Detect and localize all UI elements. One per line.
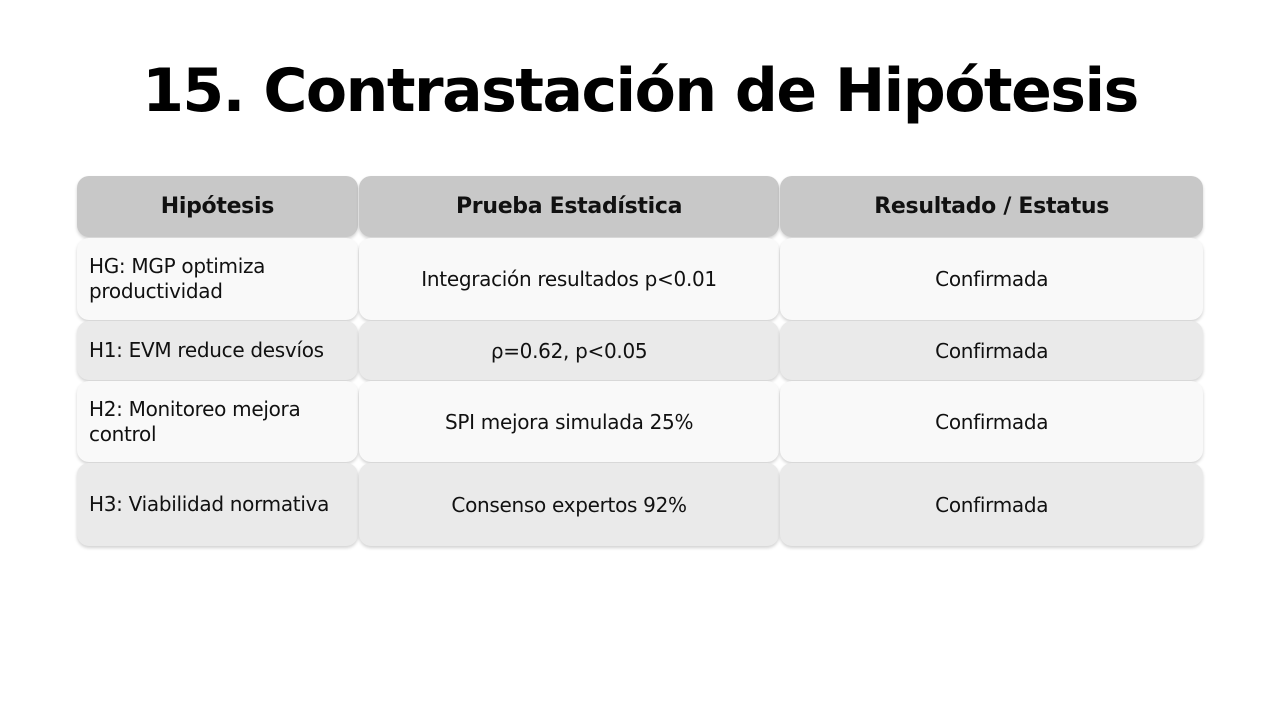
cell-text: H1: EVM reduce desvíos <box>89 338 324 362</box>
header-statistical-test: Prueba Estadística <box>359 176 780 237</box>
cell-result-status: Confirmada <box>780 381 1203 462</box>
cell-text: HG: MGP optimiza productividad <box>89 254 266 303</box>
cell-hypothesis <box>77 463 358 546</box>
cell-statistical-test: SPI mejora simulada 25% <box>359 381 780 462</box>
cell-hypothesis <box>77 381 358 462</box>
table-header-row <box>77 176 1204 238</box>
table-row <box>77 238 1204 321</box>
header-result-status: Resultado / Estatus <box>780 176 1203 237</box>
cell-result-status: Confirmada <box>780 463 1203 546</box>
cell-hypothesis <box>77 238 358 320</box>
cell-statistical-test: Integración resultados p<0.01 <box>359 238 780 320</box>
hypothesis-table <box>77 176 1204 547</box>
slide-title: 15. Contrastación de Hipótesis <box>142 56 1138 126</box>
table-row <box>77 463 1204 547</box>
cell-text: H3: Viabilidad normativa <box>89 492 330 516</box>
cell-hypothesis <box>77 321 358 380</box>
cell-result-status: Confirmada <box>780 321 1203 380</box>
cell-statistical-test: Consenso expertos 92% <box>359 463 780 546</box>
cell-statistical-test: ρ=0.62, p<0.05 <box>359 321 780 380</box>
header-hypothesis: Hipótesis <box>77 176 358 237</box>
cell-result-status: Confirmada <box>780 238 1203 320</box>
table-row <box>77 381 1204 463</box>
table-row <box>77 321 1204 381</box>
cell-text: H2: Monitoreo mejora control <box>89 396 301 446</box>
